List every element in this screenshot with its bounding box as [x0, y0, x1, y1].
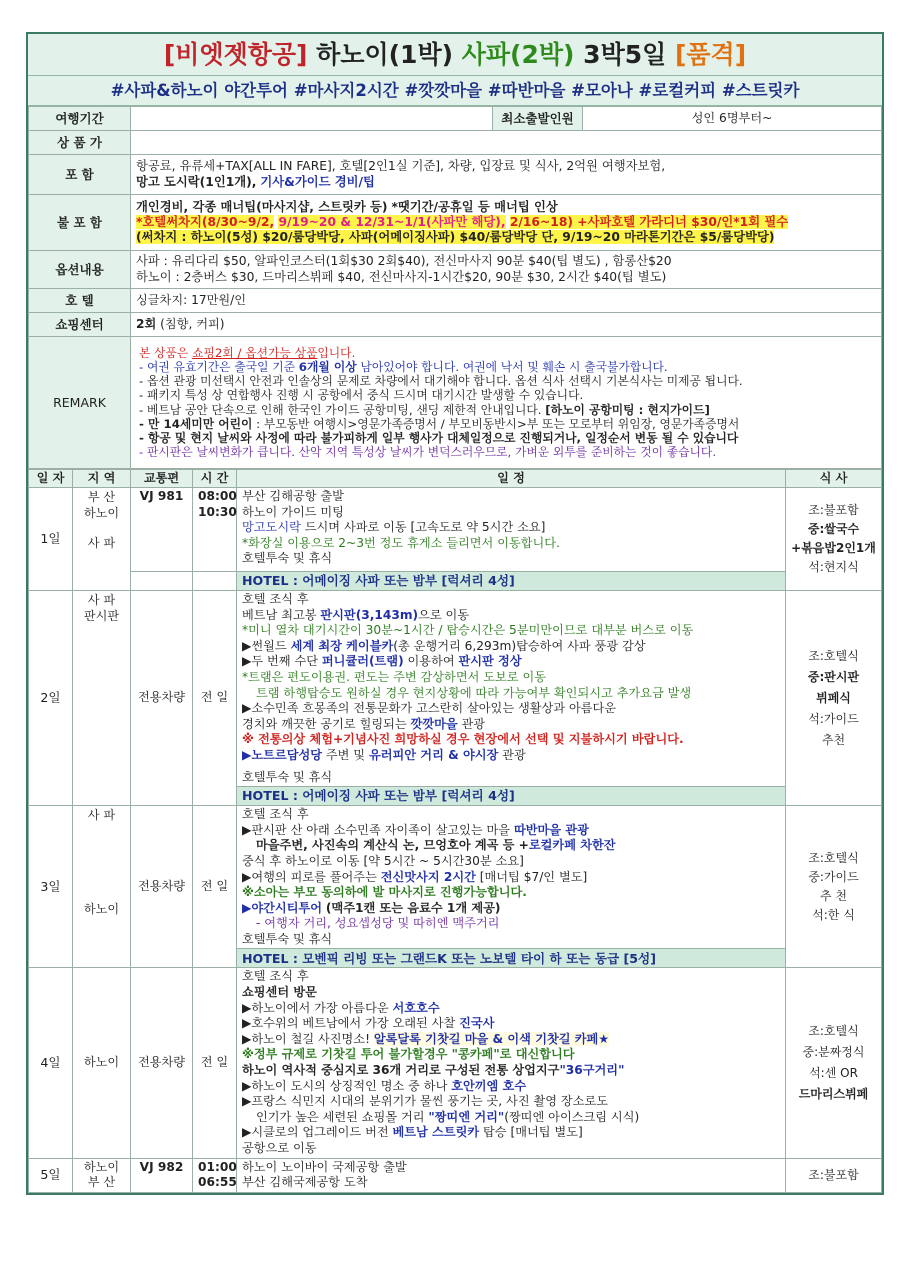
day1-line: 호텔투숙 및 휴식 [242, 551, 333, 566]
remark-label: REMARK [29, 337, 131, 469]
day2-line: ▶두 번째 수단 [242, 654, 318, 669]
exclude-surcharge-c: 2/16~18) +사파호텔 가라디너 $30/인*1회 필수 [509, 214, 789, 229]
include-line: 항공료, 유류세+TAX[ALL IN FARE], 호텔[2인1실 기준], 차량, 입장료 및 식사, 2억원 여행자보험, [136, 159, 666, 174]
day4-tran-quoc: 진국사 [459, 1016, 495, 1031]
day4-transport: 전용차량 [131, 968, 193, 1158]
include-mango: 망고 도시락(1인1개), [136, 174, 257, 189]
day2-costume-note: ※ 전통의상 체험+기념사진 희망하실 경우 현장에서 선택 및 지불하시기 바랍니다. [242, 732, 684, 747]
day4-line: ▶하노이 철길 사진명소! [242, 1031, 370, 1046]
day2-line: ▶썬월드 [242, 638, 287, 653]
day1-place [73, 488, 131, 591]
itinerary-sheet [26, 32, 884, 1195]
exclude-surcharge-detail [136, 230, 876, 245]
day5-place1: 하노이 [83, 1159, 120, 1174]
remark-7: - 항공 및 현지 날씨와 사정에 따라 불가피하게 일부 행사가 대체일정으로 진행되거나, 일정순서 변동 될 수 있습니다 [139, 430, 739, 445]
price-value [131, 131, 882, 155]
day2-line: (총 운행거리 6,293m)탑승하여 사파 풍광 감상 [393, 638, 646, 653]
period-label: 여행기간 [29, 107, 131, 131]
day3-cafe: 로컬카페 차한잔 [528, 838, 616, 853]
day2-note: *미니 열차 대기시간이 30분~1시간 / 탑승시간은 5분미만이므로 대부분 버스로 이동 [242, 623, 694, 638]
day4-line: ▶하노이에서 가장 아름다운 [242, 1000, 389, 1015]
day3-line: 호텔투숙 및 휴식 [242, 931, 333, 946]
include-guide-tip: 기사&가이드 경비/팁 [260, 174, 375, 189]
day3-line: 호텔 조식 후 [242, 807, 309, 822]
day2-place [73, 591, 131, 806]
day4-meal2: 중:분짜정식 [802, 1045, 865, 1060]
day3-massage: 전신맛사지 2시간 [380, 869, 476, 884]
exclude-personal: 개인경비, 각종 매너팁(마사지샵, 스트릿카 등) [136, 199, 388, 214]
day4-line: 하노이 역사적 중심지로 36개 거리로 구성된 전통 상업지구 [242, 1063, 560, 1078]
day2-line: ▶소수민족 흐몽족의 전통문화가 고스란히 살아있는 생활상과 아름다운 [242, 701, 617, 716]
remark-5b: [하노이 공항미팅 : 현지가이드] [545, 402, 710, 417]
day4-street-car: 베트남 스트릿카 [392, 1125, 480, 1140]
day5-time1: 01:00 [198, 1159, 237, 1174]
day2-note: *트램은 편도이용권. 편도는 주변 감상하면서 도보로 이동 [242, 669, 546, 684]
remark-1a: 본 상품은 [139, 345, 189, 360]
header-time: 시 간 [193, 470, 237, 488]
day3-line: [매너팁 $7/인 별도] [479, 869, 588, 884]
shopping-items: (침향, 커피) [160, 316, 225, 331]
day4-meal3: 석:센 OR [809, 1066, 858, 1081]
day3-hotel: HOTEL : 모벤픽 리빙 또는 그랜드K 또는 노보텔 타이 하 또는 동급 [5성] [237, 949, 786, 968]
title-airline: [비엣젯항공] [163, 40, 308, 69]
day2-time: 전 일 [193, 591, 237, 806]
day1-line: 드시며 사파로 이동 [고속도로 약 5시간 소요] [304, 520, 546, 535]
price-label: 상 품 가 [29, 131, 131, 155]
day4-row [29, 968, 882, 1158]
info-table [28, 106, 882, 469]
remark-3: - 옵션 관광 미선택시 안전과 인솔상의 문제로 차량에서 대기해야 합니다. 옵션 식사 선택시 기본식사는 미제공 됩니다. [139, 374, 743, 389]
day3-line: 마을주변, 사진속의 계산식 논, 므엉호아 계곡 등 + [256, 838, 529, 853]
day4-itinerary [237, 968, 786, 1158]
day1-line: 부산 김해공항 출발 [242, 489, 344, 503]
exclude-surcharge-text: (써차지 : 하노이(5성) $20/룸당박당, 사파(어메이징사파) $40/룸당박당 단, 9/19~20 마라톤기간은 $5/룸당박당) [136, 230, 775, 245]
remark-content [131, 337, 882, 469]
remark-2a: - 여권 유효기간은 출국일 기준 [139, 359, 296, 374]
title-sapa: 사파(2박) [461, 40, 575, 69]
day4-shopping: 쇼핑센터 방문 [242, 985, 317, 1000]
remark-4: - 패키지 특성 상 연합행사 진행 시 공항에서 중식 드시며 대기시간 발생할 수 있습니다. [139, 388, 584, 403]
day5-transport: VJ 982 [131, 1158, 193, 1192]
day3-meal2: 중:가이드 [808, 869, 859, 884]
day2-line: 관광 [461, 716, 486, 731]
day4-line: ▶프랑스 식민지 시대의 분위기가 물씬 풍기는 곳, 사진 촬영 장소로도 [242, 1094, 608, 1109]
day1-place1: 부 산 [87, 490, 116, 504]
page-title [28, 34, 882, 76]
day3-meal4: 석:한 식 [812, 907, 855, 922]
remark-8: - 판시판은 날씨변화가 큽니다. 산악 지역 특성상 날씨가 변덕스러우므로, 가벼운 외투를 준비하는 것이 좋습니다. [139, 445, 717, 460]
option-sapa: 사파 : 유리다리 $50, 알파인코스터(1회$30 2회$40), 전신마사지 90분 $40(팁 별도) , 함롱산$20 [136, 254, 672, 269]
day2-row [29, 591, 882, 787]
hotel-value: 싱글차지: 17만원/인 [131, 289, 882, 313]
day1-line: 하노이 가이드 미팅 [242, 504, 344, 519]
day2-line: 경치와 깨끗한 공기로 힐링되는 [242, 716, 407, 731]
day1-note: *화장실 이용으로 2~3번 정도 휴게소 들리면서 이동합니다. [242, 535, 560, 550]
day2-place2: 판시판 [83, 608, 120, 623]
day1-meal2: 중:쌀국수 [807, 522, 860, 536]
day5-itinerary [237, 1158, 786, 1192]
day2-meal2: 중:판시판 [807, 669, 860, 684]
day5-label: 5일 [29, 1158, 73, 1192]
day1-mango: 망고도시락 [242, 520, 301, 535]
day3-place2: 하노이 [83, 901, 120, 916]
option-hanoi: 하노이 : 2층버스 $30, 드마리스뷔페 $40, 전신마사지-1시간$20, 90분 $30, 2시간 $40(팁 별도) [136, 269, 667, 284]
day4-trang-tien: "짱띠엔 거리" [428, 1109, 505, 1124]
day2-place1: 사 파 [87, 593, 116, 607]
day2-meal4: 석:가이드 [808, 711, 859, 726]
day3-place1: 사 파 [87, 808, 116, 823]
remark-6a: - 만 14세미만 어린이 [139, 416, 253, 431]
day4-place: 하노이 [73, 968, 131, 1158]
day3-taphin: 따반마을 관광 [513, 822, 589, 837]
remark-1c: 입니다. [317, 345, 356, 360]
shopping-count: 2회 [136, 316, 157, 331]
day2-catcat: 깟깟마을 [410, 716, 458, 731]
day1-label: 1일 [29, 488, 73, 591]
exclude-label: 불 포 함 [29, 195, 131, 251]
day3-meal3: 추 천 [820, 888, 847, 903]
day2-line: 이용하여 [407, 654, 455, 669]
day2-line: 호텔투숙 및 휴식 [242, 769, 333, 784]
day4-west-lake: 서호호수 [392, 1000, 440, 1015]
shopping-label: 쇼핑센터 [29, 313, 131, 337]
day3-line: ▶여행의 피로를 풀어주는 [242, 869, 377, 884]
hotel-label: 호 텔 [29, 289, 131, 313]
day2-line: 베트남 최고봉 [242, 607, 317, 622]
day5-line: 부산 김해국제공항 도착 [242, 1175, 368, 1190]
day4-train-street: 알록달록 기찻길 마을 & 이색 기찻길 카페★ [373, 1031, 610, 1046]
shopping-value [131, 313, 882, 337]
day4-line: ▶시클로의 업그레이드 버전 [242, 1125, 389, 1140]
include-label: 포 함 [29, 155, 131, 195]
day4-meal [786, 968, 882, 1158]
title-duration: 3박5일 [583, 40, 667, 69]
day4-line: ▶하노이 도시의 상징적인 명소 중 하나 [242, 1078, 448, 1093]
remark-6b: : 부모동반 여행시>영문가족증명서 / 부모비동반시>부 또는 모로부터 위임장, 영문가족증명서 [256, 416, 740, 431]
schedule-table [28, 469, 882, 1193]
day2-fansipan: 판시판(3,143m) [320, 607, 419, 622]
day5-meal: 조:불포함 [786, 1158, 882, 1192]
day3-meal1: 조:호텔식 [808, 850, 859, 865]
remark-2c: 남아있어야 합니다. 여권에 낙서 및 훼손 시 출국불가합니다. [360, 359, 668, 374]
day1-meal [786, 488, 882, 591]
option-label: 옵션내용 [29, 251, 131, 289]
day4-line: (짱띠엔 아이스크림 시식) [504, 1109, 640, 1124]
day3-line: ▶판시판 산 아래 소수민족 자이족이 살고있는 마을 [242, 822, 511, 837]
day2-summit: 판시판 정상 [458, 654, 522, 669]
day4-line: 호텔 조식 후 [242, 969, 309, 984]
day3-transport: 전용차량 [131, 806, 193, 968]
day2-line: 호텔 조식 후 [242, 592, 309, 606]
include-value [131, 155, 882, 195]
day5-place [73, 1158, 131, 1192]
day1-itinerary [237, 488, 786, 572]
day4-meal1: 조:호텔식 [808, 1024, 859, 1039]
day3-night-tour: ▶야간시티투어 [242, 900, 323, 915]
day2-label: 2일 [29, 591, 73, 806]
day2-cablecar: 세계 최장 케이블카 [290, 638, 394, 653]
header-meal: 식 사 [786, 470, 882, 488]
remark-1b: 쇼핑2회 / 옵션가능 상품 [192, 345, 318, 360]
hashtag-line: #사파&하노이 야간투어 #마사지2시간 #깟깟마을 #따반마을 #모아나 #로컬커피 #스트릿카 [28, 76, 882, 106]
period-value [131, 107, 493, 131]
day1-meal1: 조:불포함 [808, 503, 859, 517]
day1-hotel: HOTEL : 어메이징 사파 또는 밤부 [럭셔리 4성] [237, 572, 786, 591]
day2-note: 트램 하행탑승도 원하실 경우 현지상황에 따라 가능여부 확인되시고 추가요금 발생 [256, 685, 692, 700]
day3-line: - 여행자 거리, 성요셉성당 및 따히엔 맥주거리 [256, 916, 500, 931]
day3-meal [786, 806, 882, 968]
day1-hotel-row [29, 572, 882, 591]
exclude-surcharge-a: *호텔써차지(8/30~9/2, [136, 214, 275, 229]
title-grade: [품격] [674, 40, 747, 69]
day2-line: 주변 및 [325, 747, 366, 762]
day3-place [73, 806, 131, 968]
day2-hotel: HOTEL : 어메이징 사파 또는 밤부 [럭셔리 4성] [237, 787, 786, 806]
day2-meal5: 추천 [821, 732, 846, 747]
day5-row [29, 1158, 882, 1192]
day2-line: 관광 [502, 747, 526, 762]
day1-transport: VJ 981 [131, 488, 193, 572]
day4-note: ※정부 규제로 기찻길 투어 불가할경우 "콩카페"로 대신합니다 [242, 1047, 575, 1062]
day3-row [29, 806, 882, 949]
minpax-value: 성인 6명부터~ [583, 107, 882, 131]
day5-line: 하노이 노이바이 국제공항 출발 [242, 1159, 407, 1174]
day2-cathedral: ▶노트르담성당 [242, 747, 323, 762]
exclude-tip-raise: *땟기간/공휴일 등 매너팁 인상 [391, 199, 558, 214]
schedule-header [29, 470, 882, 488]
day1-time2: 10:30 [198, 504, 237, 519]
day2-night-market: 유러피안 거리 & 야시장 [368, 747, 499, 762]
day2-tram: 퍼니큘러(트램) [321, 654, 404, 669]
day4-line: 인기가 높은 세련된 쇼핑몰 거리 [256, 1109, 425, 1124]
header-itinerary: 일 정 [237, 470, 786, 488]
day1-time [193, 488, 237, 572]
day2-meal1: 조:호텔식 [808, 648, 859, 663]
day4-label: 4일 [29, 968, 73, 1158]
day1-meal3: +볶음밥2인1개 [791, 541, 876, 555]
day2-line: 으로 이동 [418, 607, 470, 622]
day3-label: 3일 [29, 806, 73, 968]
day2-itinerary [237, 591, 786, 787]
day3-itinerary [237, 806, 786, 949]
title-hanoi: 하노이(1박) [316, 40, 454, 69]
day2-transport: 전용차량 [131, 591, 193, 806]
day4-line: 탑승 [매너팁 별도] [483, 1125, 583, 1140]
day5-place2: 부 산 [87, 1175, 116, 1190]
day3-line: (맥주1캔 또는 음료수 1개 제공) [325, 900, 501, 915]
day3-time: 전 일 [193, 806, 237, 968]
minpax-label: 최소출발인원 [493, 107, 583, 131]
day2-meal [786, 591, 882, 806]
day4-line: ▶호수위의 베트남에서 가장 오래된 사찰 [242, 1016, 456, 1031]
day3-note: ※소아는 부모 동의하에 발 마사지로 진행가능합니다. [242, 885, 527, 900]
day1-row [29, 488, 882, 572]
header-day: 일 자 [29, 470, 73, 488]
exclude-value [131, 195, 882, 251]
header-transport: 교통편 [131, 470, 193, 488]
day4-old-quarter: "36구거리" [559, 1063, 625, 1078]
exclude-surcharge-b: 9/19~20 & 12/31~1/1(사파만 해당), [278, 214, 506, 229]
day5-time [193, 1158, 237, 1192]
day4-meal4: 드마리스뷔페 [798, 1087, 869, 1102]
day1-meal4: 석:현지식 [808, 560, 859, 574]
day4-line: 공항으로 이동 [242, 1141, 317, 1155]
header-region: 지 역 [73, 470, 131, 488]
day4-hoan-kiem: 호안끼엠 호수 [451, 1078, 527, 1093]
remark-5a: - 베트남 공안 단속으로 인해 한국인 가이드 공항미팅, 샌딩 제한적 안내입니다. [139, 402, 542, 417]
day3-line: 중식 후 하노이로 이동 [약 5시간 ~ 5시간30분 소요] [242, 853, 524, 868]
day2-meal3: 뷔페식 [816, 690, 851, 705]
day1-time1: 08:00 [198, 489, 237, 503]
day1-place2: 하노이 [83, 505, 120, 520]
day1-place3: 사 파 [87, 536, 116, 551]
remark-2b: 6개월 이상 [298, 359, 357, 374]
day4-time: 전 일 [193, 968, 237, 1158]
day5-time2: 06:55 [198, 1175, 237, 1190]
option-value [131, 251, 882, 289]
